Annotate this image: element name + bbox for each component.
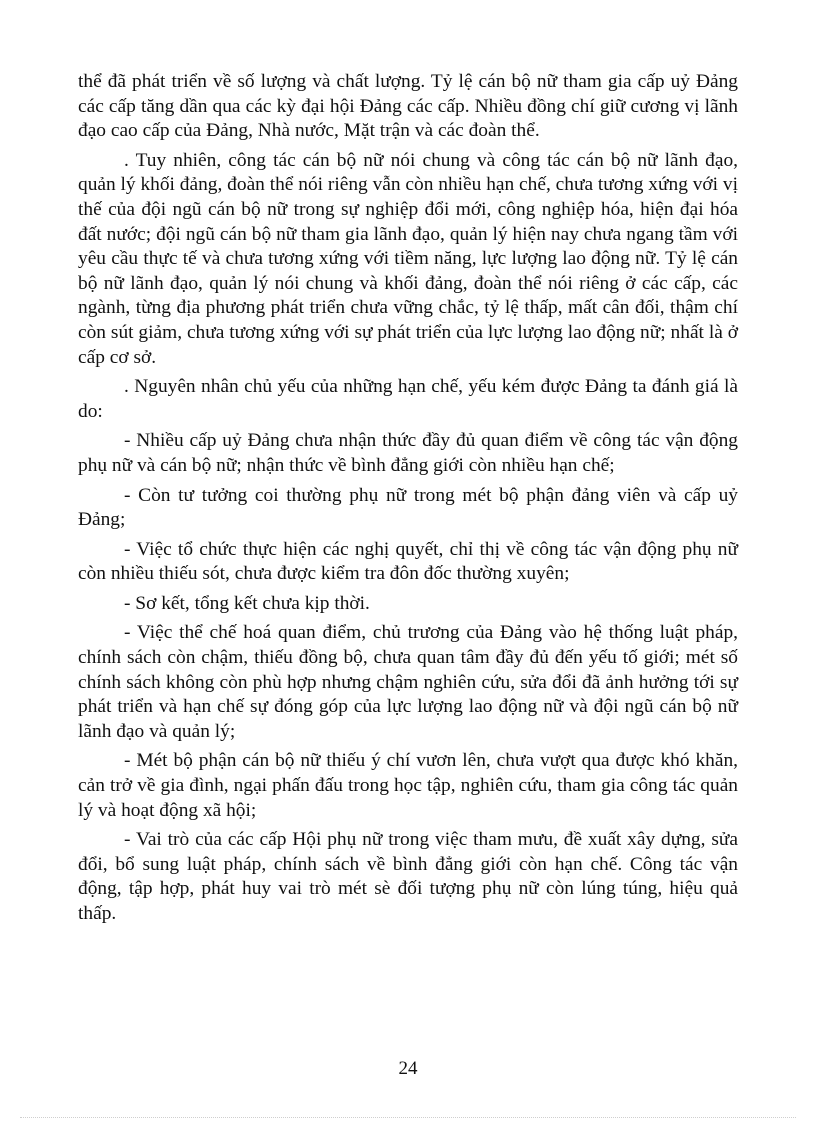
list-item-cause-review: - Sơ kết, tổng kết chưa kịp thời. <box>124 592 370 614</box>
paragraph-causes-intro: . Nguyên nhân chủ yếu của những hạn chế, yếu kém được Đảng ta đánh giá là do: <box>78 376 738 422</box>
list-item-cause-attitude: - Còn tư tưởng coi thường phụ nữ trong mét bộ phận đảng viên và cấp uỷ Đảng; <box>78 484 738 531</box>
bottom-divider <box>20 1117 796 1118</box>
list-item-cause-willpower: - Mét bộ phận cán bộ nữ thiếu ý chí vươn lên, chưa vượt qua được khó khăn, cản trở về gia đình, ngại phấn đấu trong học tập, nghiên cứu, tham gia công tác quản lý và hoạt động xã hội; <box>78 750 738 821</box>
list-item-cause-awareness: - Nhiều cấp uỷ Đảng chưa nhận thức đầy đủ quan điểm về công tác vận động phụ nữ và cán bộ nữ; nhận thức về bình đẳng giới còn nhiều hạn chế; <box>78 430 738 476</box>
list-item-cause-implementation: - Việc tổ chức thực hiện các nghị quyết, chỉ thị về công tác vận động phụ nữ còn nhiều thiếu sót, chưa được kiểm tra đôn đốc thường xuyên; <box>78 538 738 585</box>
list-item-cause-legislation: - Việc thể chế hoá quan điểm, chủ trương của Đảng vào hệ thống luật pháp, chính sách còn chậm, thiếu đồng bộ, chưa quan tâm đầy đủ đến yếu tố giới; mét số chính sách không còn phù hợp nhưng chậm nghiên cứu, sửa đổi đã ảnh hưởng tới sự phát triển và hạn chế sự đóng góp của lực lượng lao động nữ và đội ngũ cán bộ nữ lãnh đạo và quản lý; <box>78 622 738 742</box>
list-item-cause-womens-union: - Vai trò của các cấp Hội phụ nữ trong việc tham mưu, đề xuất xây dựng, sửa đổi, bổ sung luật pháp, chính sách về bình đẳng giới còn hạn chế. Công tác vận động, tập hợp, phát huy vai trò mét sè đối tượng phụ nữ còn lúng túng, hiệu quả thấp. <box>78 829 738 924</box>
page-body <box>78 70 738 932</box>
paragraph-limitations: . Tuy nhiên, công tác cán bộ nữ nói chung và công tác cán bộ nữ lãnh đạo, quản lý khối đảng, đoàn thể nói riêng vẫn còn nhiều hạn chế, chưa tương xứng với vị thế của đội ngũ cán bộ nữ trong sự nghiệp đổi mới, công nghiệp hóa, hiện đại hóa đất nước; đội ngũ cán bộ nữ tham gia lãnh đạo, quản lý hiện nay chưa ngang tầm với yêu cầu thực tế và chưa tương xứng với tiềm năng, lực lượng lao động nữ. Tỷ lệ cán bộ nữ lãnh đạo, quản lý nói chung và khối đảng, đoàn thể nói riêng ở các cấp, các ngành, từng địa phương phát triển chưa vững chắc, tỷ lệ thấp, mất cân đối, thậm chí còn sút giảm, chưa tương xứng với sự phát triển của lực lượng lao động nữ; nhất là ở cấp cơ sở. <box>78 149 739 368</box>
paragraph-continuation: thể đã phát triển về số lượng và chất lượng. Tỷ lệ cán bộ nữ tham gia cấp uỷ Đảng các cấp tăng dần qua các kỳ đại hội Đảng các cấp. Nhiều đồng chí giữ cương vị lãnh đạo cao cấp của Đảng, Nhà nước, Mặt trận và các đoàn thể. <box>78 71 738 142</box>
page-number: 24 <box>398 1058 418 1079</box>
